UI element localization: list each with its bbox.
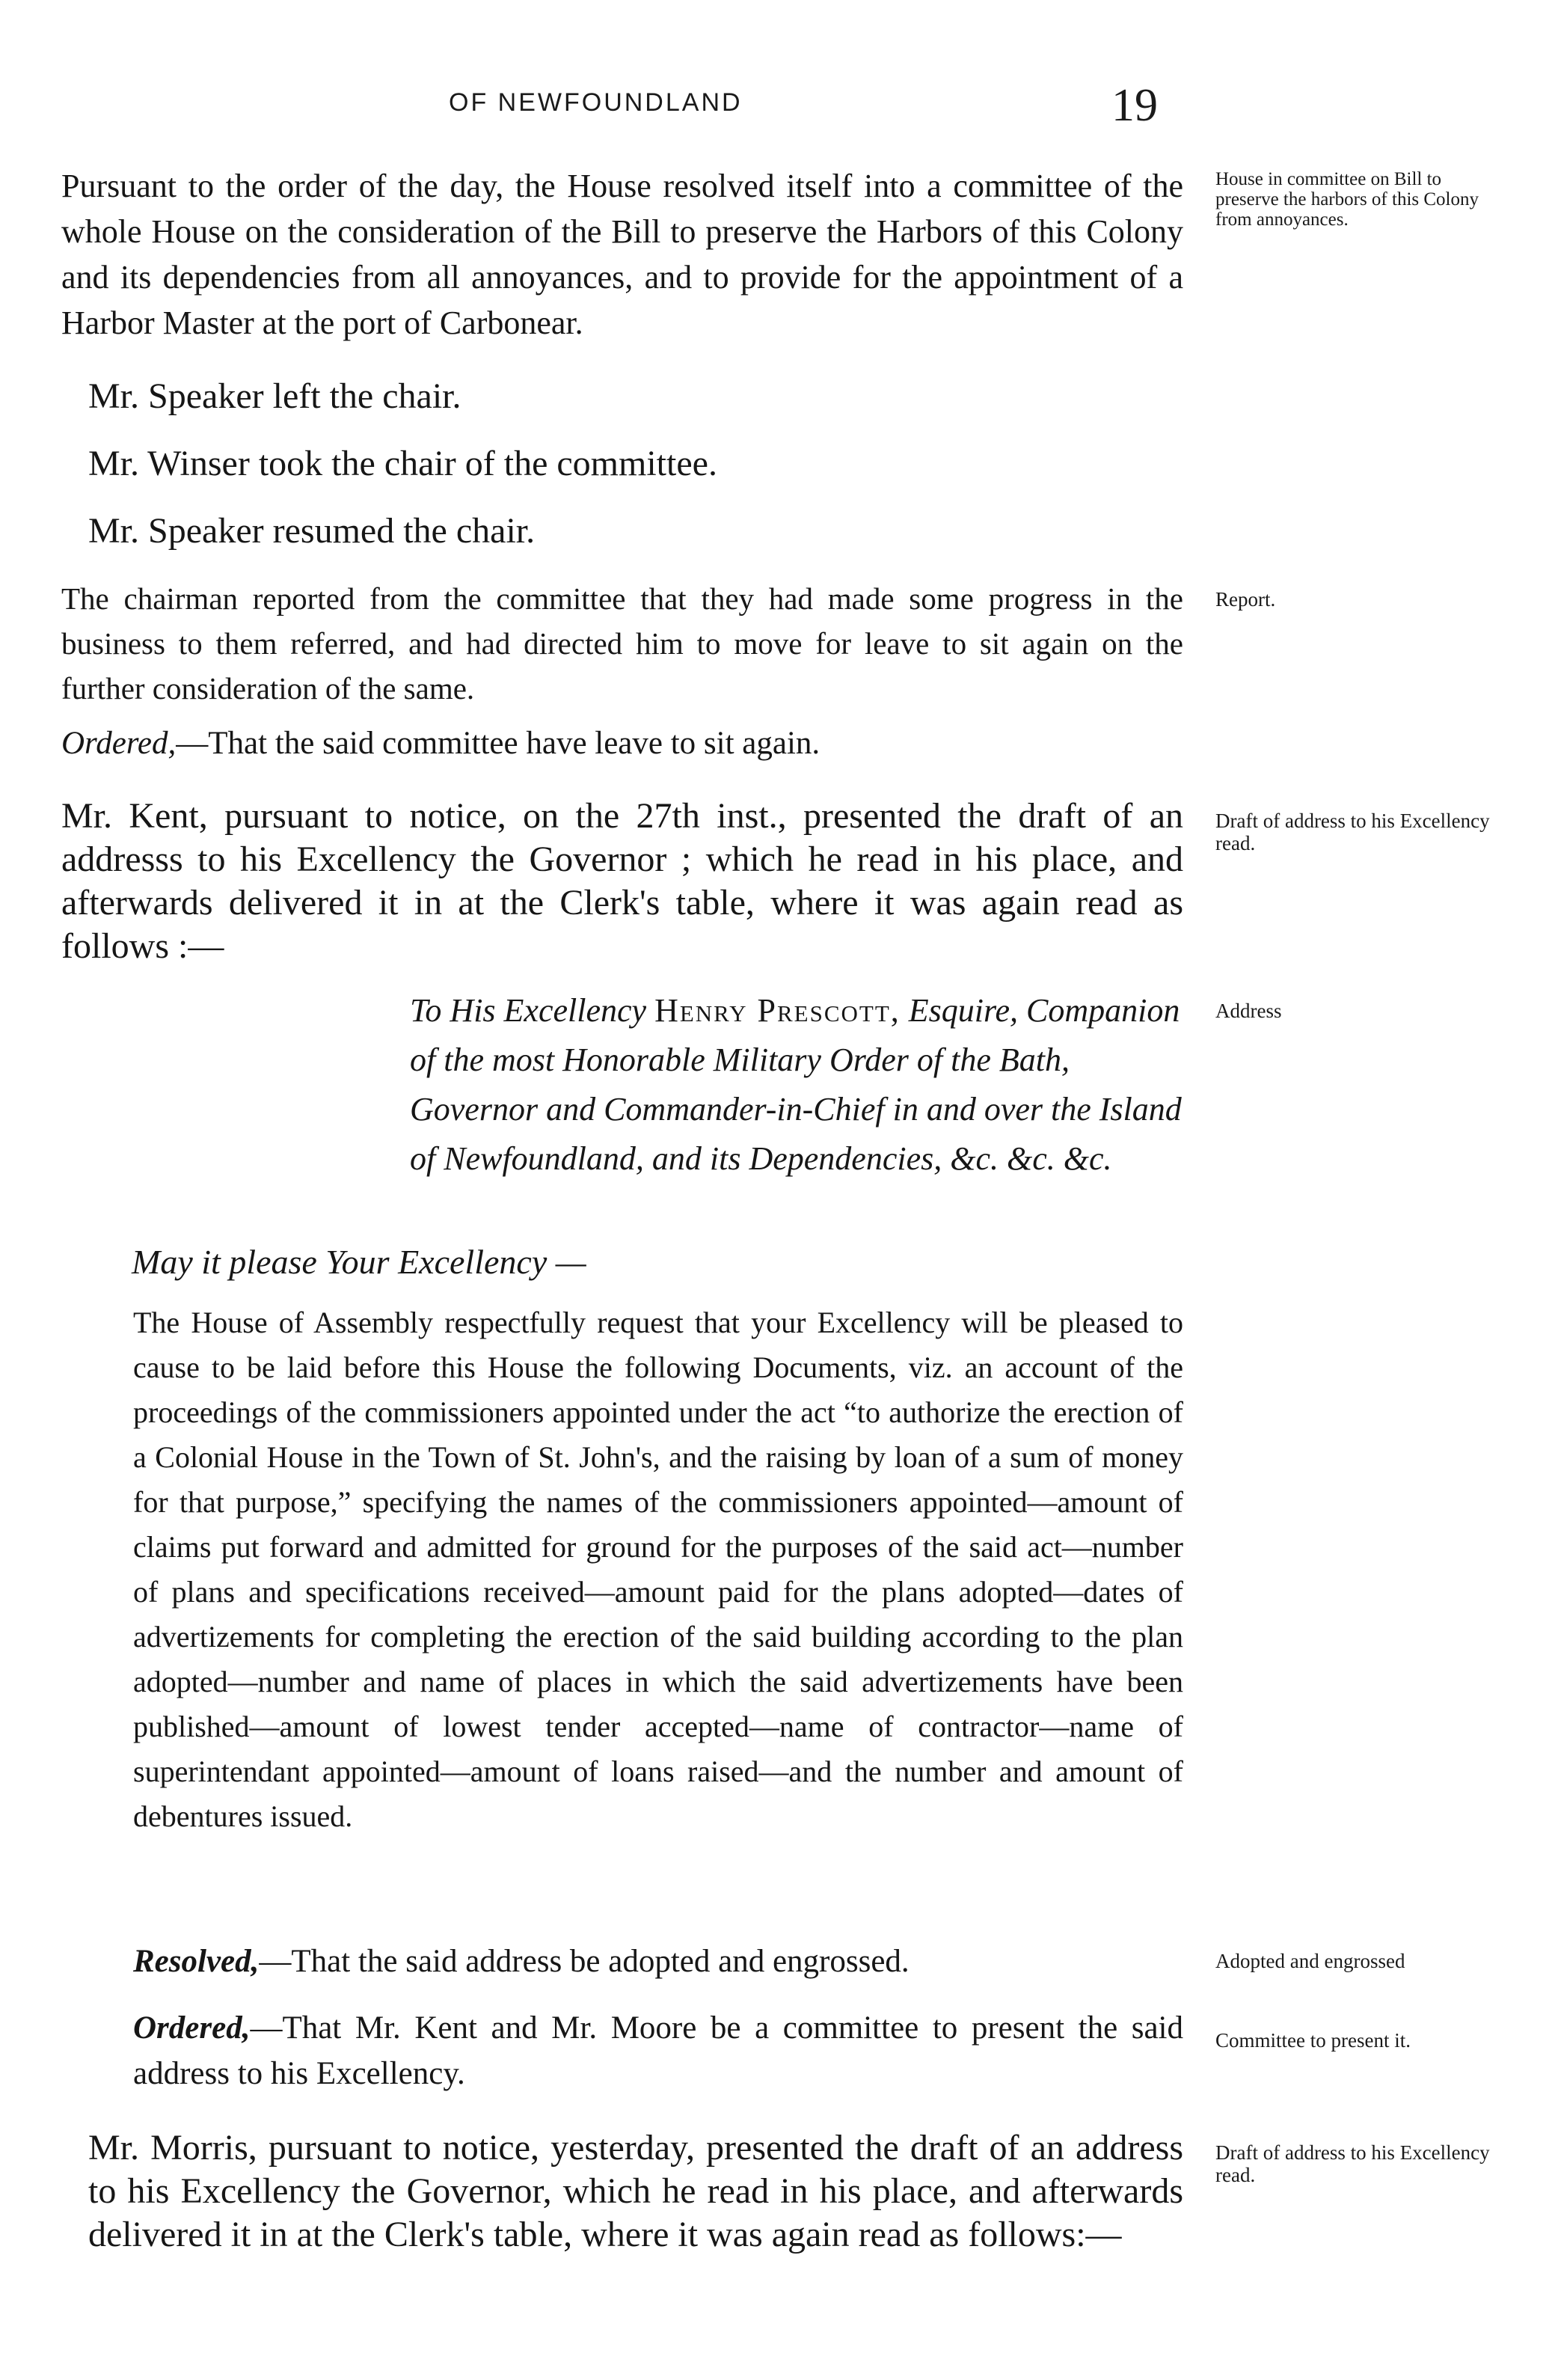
paragraph-winser-chair: Mr. Winser took the chair of the committee. [88,444,717,483]
running-title: OF NEWFOUNDLAND [449,88,743,117]
margin-note-house-in-committee: House in committee on Bill to preserve the harbors of this Colony from annoyances. [1215,169,1479,230]
addressee-name: Henry Prescott, [654,992,901,1029]
address-heading [410,986,1188,1184]
paragraph-committee-of-whole: Pursuant to the order of the day, the House resolved itself into a committee of the whole House on the consideration of the Bill to preserve the Harbors of this Colony and its dependencies from all annoyances, and to provide for the appointment of a Harbor Master at the port of Carbonear. [61,168,1183,341]
resolved-text: —That the said address be adopted and engrossed. [259,1944,910,1979]
ordered-text: —That the said committee have leave to sit again. [176,726,821,761]
address-body: The House of Assembly respectfully request that your Excellency will be pleased to cause to be laid before this House the following Documents, viz. an account of the proceedings of the commissioners appointed under the act “to authorize the erection of a Colonial House in the Town of St. John's, and the raising by loan of a sum of money for that purpose,” specifying the names of the commissioners appointed—amount of claims put forward and admitted for ground for the purposes of the said act—number of plans and specifications received—amount paid for the plans adopted—dates of advertizements for completing the erection of the said building according to the plan adopted—number and name of places in which the said advertizements have been published—amount of lowest tender accepted—name of contractor—name of superintendant appointed—amount of loans raised—and the number and amount of debentures issued. [133,1306,1183,1833]
margin-note-committee-to-present: Committee to present it. [1215,2029,1411,2052]
margin-note-address: Address [1215,1000,1282,1022]
paragraph-ordered-sit-again [61,721,820,766]
paragraph-resolved [133,1939,910,1984]
ordered2-lead: Ordered, [133,2010,251,2046]
margin-note-draft-address-kent: Draft of address to his Excellency read. [1215,810,1490,854]
margin-note-adopted: Adopted and engrossed [1215,1950,1405,1972]
resolved-lead: Resolved, [133,1944,260,1979]
paragraph-speaker-resumed: Mr. Speaker resumed the chair. [88,511,536,551]
ordered2-text: —That Mr. Kent and Mr. Moore be a committee to present the said address to his Excellency. [133,2010,1183,2091]
paragraph-ordered-committee [133,2005,1183,2096]
paragraph-speaker-left: Mr. Speaker left the chair. [88,376,461,416]
margin-note-report: Report. [1215,588,1276,611]
page-number: 19 [1111,80,1158,131]
paragraph-chairman-report: The chairman reported from the committee that they had made some progress in the business to them referred, and had directed him to move for leave to sit again on the further consideration of the same. [61,581,1183,706]
address-salutation: May it please Your Excellency — [132,1243,586,1281]
paragraph-kent-draft: Mr. Kent, pursuant to notice, on the 27th inst., presented the draft of an addresss to his Excellency the Governor ; which he read in his place, and afterwards delivered it in at the Clerk's table, where it was again read as follows :— [61,796,1183,966]
addressee-to: To His Excellency [410,992,655,1029]
paragraph-morris-draft: Mr. Morris, pursuant to notice, yesterday, presented the draft of an address to his Excellency the Governor, which he read in his place, and afterwards delivered it in at the Clerk's table, where it was again read as follows:— [88,2128,1183,2254]
margin-note-draft-address-morris: Draft of address to his Excellency read. [1215,2141,1490,2186]
ordered-lead: Ordered, [61,726,177,761]
addressee-titles: Esquire, Companion of the most Honorable Military Order of the Bath, Governor and Commander-in-Chief in and over the Island of Newfoundland, and its Dependencies, &c. &c. &c. [410,992,1182,1177]
